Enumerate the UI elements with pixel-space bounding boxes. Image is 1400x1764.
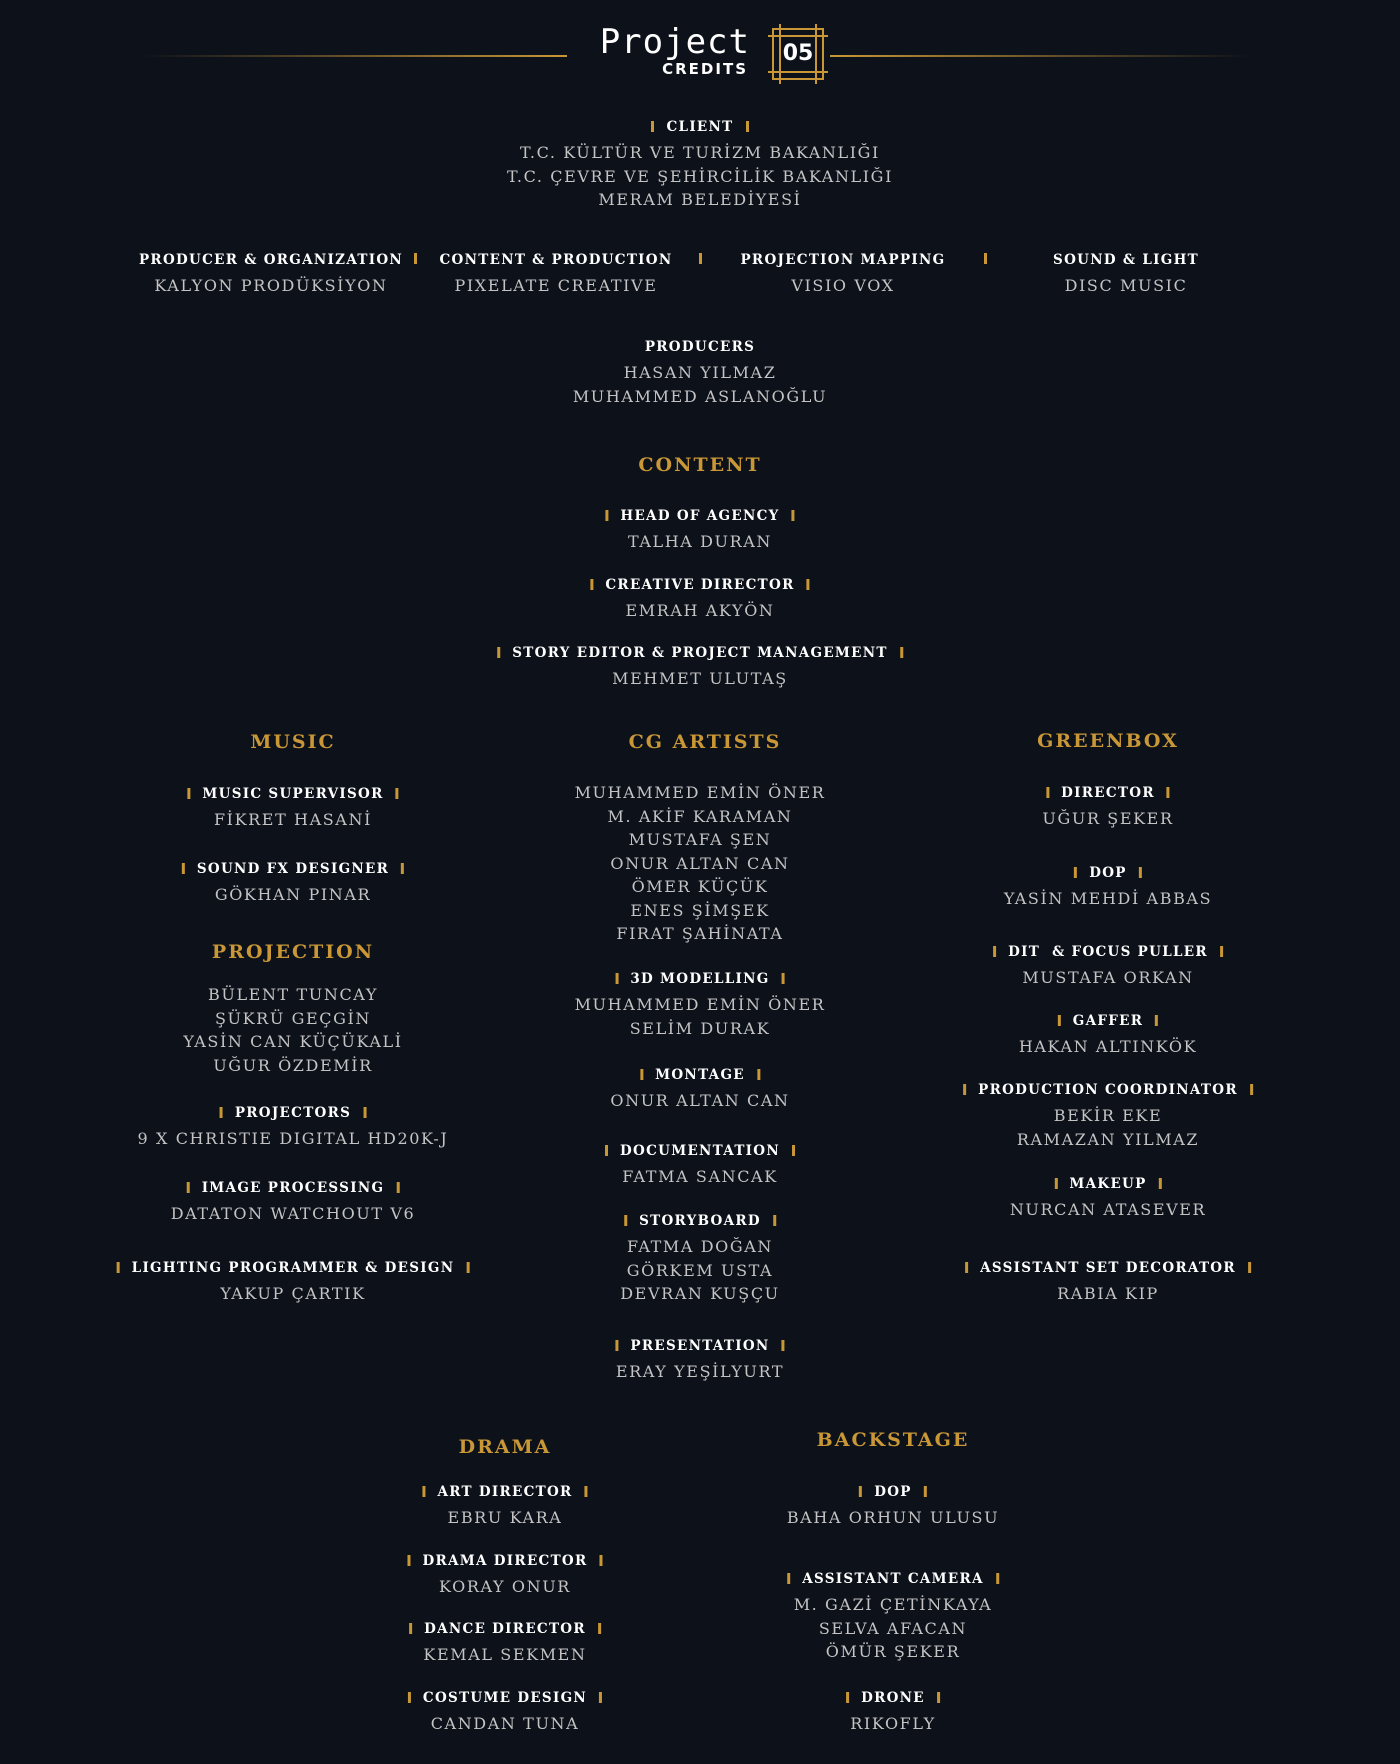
credit-cg-team	[575, 781, 826, 946]
credit-name: CANDAN TUNA	[430, 1714, 580, 1733]
credit-label: PROJECTION MAPPING	[740, 252, 946, 268]
credit-name: RAMAZAN YILMAZ	[1016, 1129, 1200, 1149]
credit-drone	[846, 1687, 940, 1736]
credit-name: YAKUP ÇARTIK	[220, 1284, 366, 1303]
credit-label: MUSIC SUPERVISOR	[187, 785, 398, 803]
separator-bar	[984, 253, 987, 264]
credit-name: RABIA KIP	[1057, 1284, 1159, 1303]
page-header	[0, 0, 1400, 100]
header-line-left	[140, 55, 567, 57]
credit-image-processing	[171, 1177, 416, 1226]
credit-music-supervisor	[187, 783, 398, 832]
credit-label: ASSISTANT SET DECORATOR	[965, 1259, 1251, 1277]
credit-label: PRODUCTION COORDINATOR	[963, 1081, 1253, 1099]
credit-documentation	[605, 1140, 795, 1189]
credit-name: ŞÜKRÜ GEÇGİN	[214, 1008, 372, 1028]
header-number: 05	[782, 41, 814, 66]
credit-name: YASİN MEHDİ ABBAS	[1003, 889, 1213, 908]
section-title-music: MUSIC	[250, 731, 336, 753]
credit-name: EMRAH AKYÖN	[625, 601, 775, 620]
credit-dance-director	[409, 1618, 601, 1667]
credit-story-editor	[497, 642, 903, 691]
credit-producers	[573, 336, 827, 408]
separator-bar	[414, 253, 417, 264]
credit-name: FATMA DOĞAN	[627, 1237, 773, 1256]
credit-presentation	[615, 1335, 784, 1384]
section-title-cg-artists: CG ARTISTS	[628, 731, 782, 753]
credit-name: T.C. KÜLTÜR VE TURİZM BAKANLIĞI	[520, 143, 880, 162]
credit-storyboard	[620, 1210, 780, 1306]
credit-name: BÜLENT TUNCAY	[208, 985, 378, 1004]
credit-label: SOUND & LIGHT	[1053, 252, 1199, 268]
credit-name: MERAM BELEDİYESİ	[598, 190, 802, 209]
credit-name: MUSTAFA ORKAN	[1022, 968, 1194, 987]
section-title-drama: DRAMA	[458, 1436, 552, 1458]
credit-label: DRAMA DIRECTOR	[407, 1552, 602, 1570]
credit-name: GÖKHAN PINAR	[214, 885, 372, 904]
credit-label: DIT & FOCUS PULLER	[993, 943, 1223, 961]
credit-label: PROJECTORS	[220, 1104, 366, 1122]
credit-costume-design	[408, 1687, 602, 1736]
header-line-right	[830, 55, 1252, 57]
credit-name: BAHA ORHUN ULUSU	[786, 1508, 1000, 1527]
credit-dit-focus-puller	[993, 941, 1223, 990]
credit-creative-director	[590, 574, 809, 623]
credit-name: GÖRKEM USTA	[626, 1260, 774, 1280]
section-title-projection: PROJECTION	[211, 941, 375, 963]
credit-gaffer	[1019, 1010, 1197, 1059]
credit-label: HEAD OF AGENCY	[605, 507, 794, 525]
credit-greenbox-dop	[1004, 862, 1212, 911]
credit-name: M. GAZİ ÇETİNKAYA	[793, 1595, 993, 1614]
credit-label: ART DIRECTOR	[422, 1483, 587, 1501]
credit-label: STORYBOARD	[624, 1212, 776, 1230]
credit-name: VISIO VOX	[791, 276, 895, 295]
credit-name: ENES ŞİMŞEK	[630, 900, 770, 920]
credit-producer-organization	[139, 249, 403, 298]
credit-client	[507, 116, 893, 212]
credit-label: CLIENT	[651, 118, 748, 136]
credit-art-director	[422, 1481, 587, 1530]
credit-name: M. AKİF KARAMAN	[607, 806, 793, 826]
credit-sound-fx-designer	[182, 858, 404, 907]
credit-label: DOP	[1074, 864, 1142, 882]
credit-drama-director	[407, 1550, 602, 1599]
section-title-content: CONTENT	[638, 454, 762, 476]
credit-name: MUHAMMED ASLANOĞLU	[572, 386, 828, 406]
credit-name: SELİM DURAK	[629, 1018, 771, 1038]
credit-name: T.C. ÇEVRE VE ŞEHİRCİLİK BAKANLIĞI	[507, 166, 893, 186]
credit-production-coordinator	[963, 1079, 1253, 1151]
credit-label: COSTUME DESIGN	[408, 1689, 602, 1707]
credit-montage	[610, 1064, 789, 1113]
credit-3d-modelling	[575, 968, 826, 1040]
credit-label: DOCUMENTATION	[605, 1142, 795, 1160]
credit-director	[1042, 782, 1173, 831]
credit-name: ONUR ALTAN CAN	[610, 1091, 790, 1110]
credit-label: MONTAGE	[640, 1066, 760, 1084]
credit-name: ERAY YEŞİLYURT	[615, 1362, 785, 1381]
credit-label: PRODUCERS	[644, 339, 756, 355]
credit-name: MUHAMMED EMİN ÖNER	[574, 995, 826, 1014]
credit-name: MEHMET ULUTAŞ	[612, 669, 788, 688]
header-number-badge	[772, 28, 824, 80]
credit-label: DRONE	[846, 1689, 940, 1707]
section-title-backstage: BACKSTAGE	[816, 1429, 970, 1451]
credit-label: SOUND FX DESIGNER	[182, 860, 404, 878]
credit-name: ÖMER KÜÇÜK	[631, 877, 769, 896]
credit-name: ONUR ALTAN CAN	[610, 853, 790, 873]
credit-label: CONTENT & PRODUCTION	[439, 252, 673, 268]
credit-name: UĞUR ÖZDEMİR	[213, 1055, 373, 1075]
credit-label: PRODUCER & ORGANIZATION	[138, 252, 404, 268]
credit-label: MAKEUP	[1054, 1175, 1161, 1193]
section-title-greenbox: GREENBOX	[1037, 730, 1179, 752]
credit-label: LIGHTING PROGRAMMER & DESIGN	[117, 1259, 470, 1277]
credit-name: ÖMÜR ŞEKER	[825, 1642, 961, 1661]
credit-label: DOP	[859, 1483, 927, 1501]
credit-name: DISC MUSIC	[1064, 276, 1188, 295]
credit-name: KORAY ONUR	[439, 1577, 571, 1596]
credit-name: MUSTAFA ŞEN	[628, 830, 772, 849]
credit-label: STORY EDITOR & PROJECT MANAGEMENT	[497, 644, 903, 662]
credit-name: FATMA SANCAK	[622, 1167, 778, 1186]
credit-name: SELVA AFACAN	[818, 1618, 968, 1638]
credit-name: FIRAT ŞAHİNATA	[616, 924, 784, 943]
credit-name: PIXELATE CREATIVE	[454, 276, 658, 295]
credit-label: 3D MODELLING	[615, 970, 784, 988]
credit-name: NURCAN ATASEVER	[1009, 1200, 1207, 1219]
credit-label: DIRECTOR	[1046, 784, 1170, 802]
credit-name: DATATON WATCHOUT V6	[170, 1204, 416, 1223]
header-title: Project	[599, 22, 750, 62]
credit-label: GAFFER	[1058, 1012, 1158, 1030]
credit-name: RIKOFLY	[850, 1714, 936, 1733]
credit-name: HAKAN ALTINKÖK	[1018, 1037, 1198, 1056]
credit-name: UĞUR ŞEKER	[1042, 809, 1174, 828]
credit-name: HASAN YILMAZ	[623, 363, 777, 382]
credit-name: FİKRET HASANİ	[213, 810, 372, 829]
credit-name: DEVRAN KUŞÇU	[620, 1284, 780, 1303]
credit-name: KALYON PRODÜKSİYON	[154, 276, 388, 295]
credit-name: BEKİR EKE	[1053, 1106, 1163, 1125]
credit-name: MUHAMMED EMİN ÖNER	[574, 783, 826, 802]
credit-lighting-programmer	[117, 1257, 470, 1306]
credit-name: 9 X CHRISTIE DIGITAL HD20K-J	[137, 1129, 449, 1148]
credit-label: CREATIVE DIRECTOR	[590, 576, 809, 594]
credit-assistant-camera	[787, 1568, 999, 1664]
credit-label: DANCE DIRECTOR	[409, 1620, 601, 1638]
credit-projection-team	[183, 983, 402, 1077]
credit-assistant-set-decorator	[965, 1257, 1251, 1306]
credit-projection-mapping	[740, 249, 945, 298]
credit-sound-light	[1053, 249, 1199, 298]
credit-makeup	[1010, 1173, 1206, 1222]
credit-label: PRESENTATION	[615, 1337, 784, 1355]
credit-backstage-dop	[787, 1481, 999, 1530]
credit-name: KEMAL SEKMEN	[423, 1645, 587, 1664]
credit-projectors	[138, 1102, 449, 1151]
credit-name: EBRU KARA	[447, 1508, 563, 1527]
credit-label: ASSISTANT CAMERA	[787, 1570, 999, 1588]
header-subtitle: CREDITS	[662, 60, 748, 78]
credit-content-production	[440, 249, 673, 298]
credit-name: YASİN CAN KÜÇÜKALİ	[183, 1032, 403, 1051]
separator-bar	[699, 253, 702, 264]
credit-name: TALHA DURAN	[627, 532, 773, 551]
credit-label: IMAGE PROCESSING	[187, 1179, 400, 1197]
credit-head-of-agency	[605, 505, 794, 554]
